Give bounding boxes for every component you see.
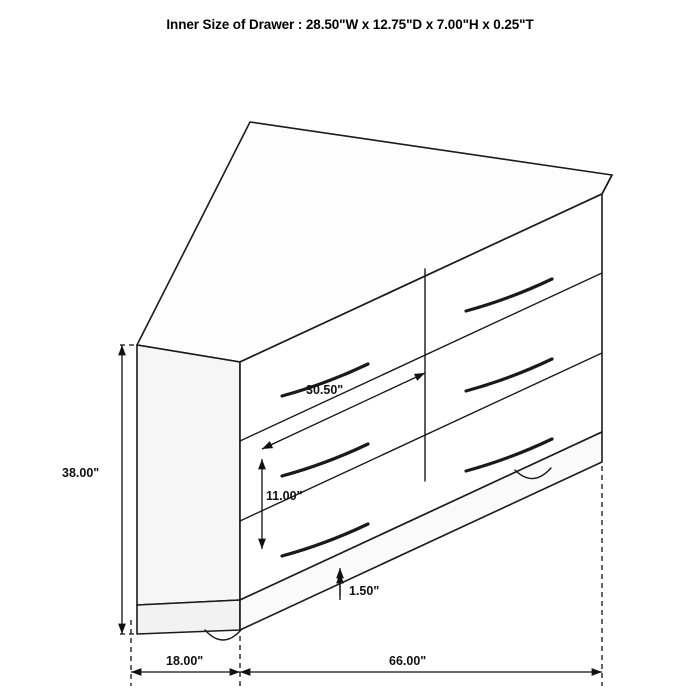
dimension-label-height: 38.00" (62, 466, 100, 480)
page-title: Inner Size of Drawer : 28.50"W x 12.75"D x 7.00"H x 0.25"T (166, 17, 534, 32)
dresser-body (137, 122, 612, 640)
dimension-label-drawer-front-height: 11.00" (266, 489, 303, 503)
dimension-label-depth: 18.00" (166, 654, 204, 668)
dresser-base (137, 600, 240, 634)
dresser-left-side (137, 345, 240, 605)
dimension-label-drawer-front-width: 30.50" (306, 383, 344, 397)
dimension-label-width: 66.00" (389, 654, 427, 668)
dimension-label-base-height: 1.50" (349, 584, 380, 598)
